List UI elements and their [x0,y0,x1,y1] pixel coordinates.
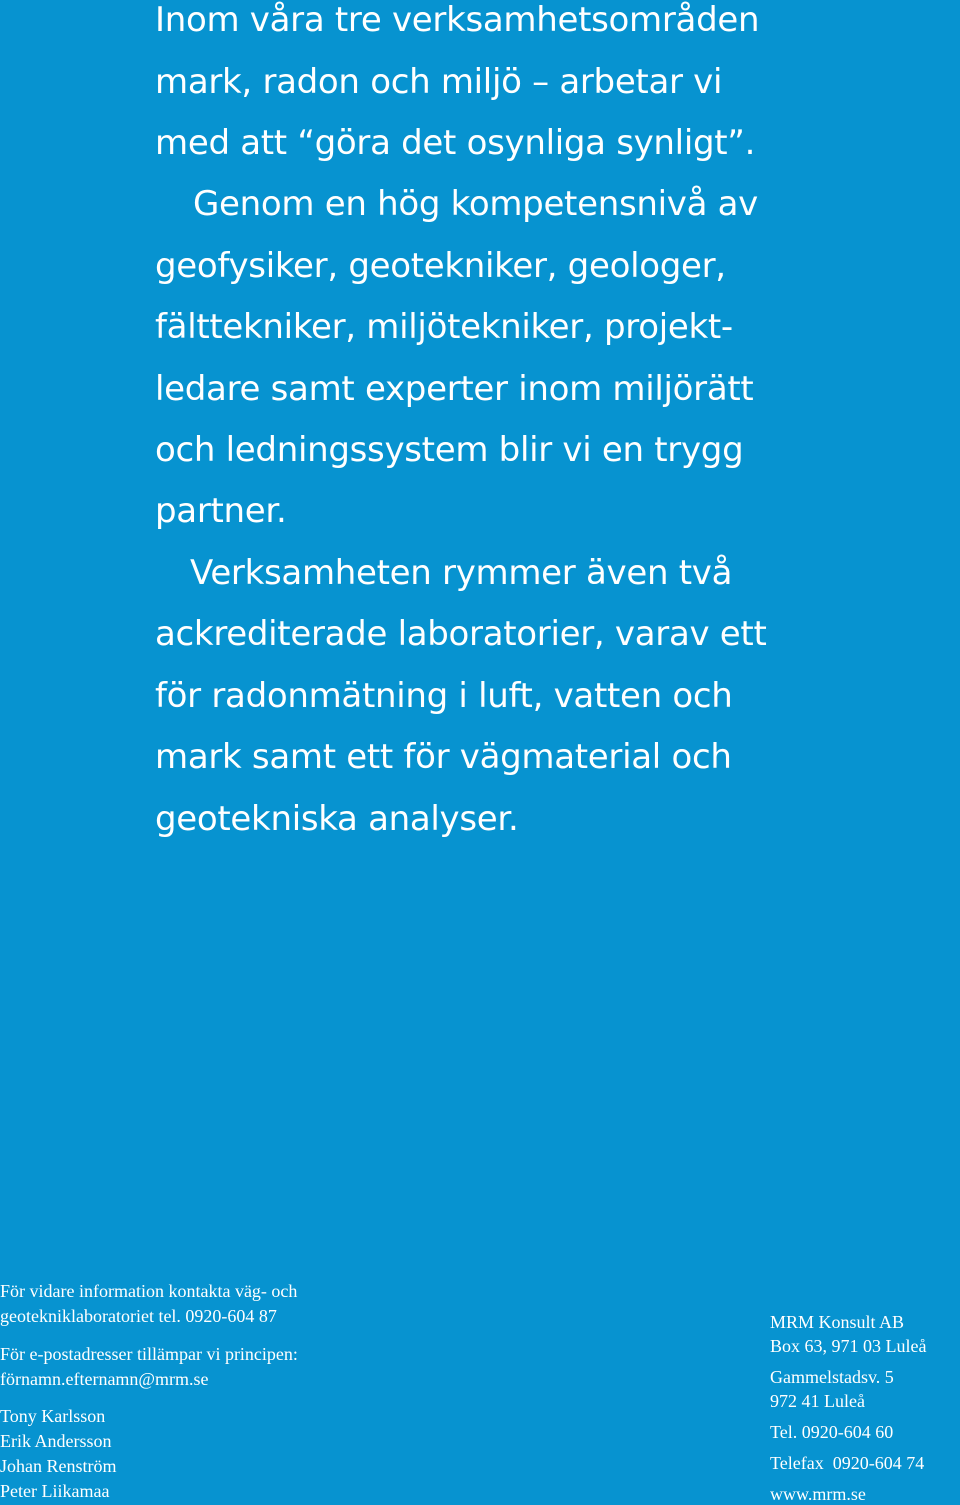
info-line: För vidare information kontakta väg- och [0,1281,298,1301]
body-line: geotekniska analyser. [155,799,519,839]
body-line: mark, radon och miljö – arbetar vi [155,62,723,102]
email-principle-line: För e-postadresser tillämpar vi principen: [0,1344,298,1364]
info-phone-line: geotekniklaboratoriet tel. 0920-604 87 [0,1306,277,1326]
company-street: Gammelstadsv. 5 [770,1367,894,1387]
company-tel: Tel. 0920-604 60 [770,1422,894,1442]
contact-person: Peter Liikamaa [0,1481,110,1501]
body-line: ackrediterade laboratorier, varav ett [155,614,767,654]
contact-person: Erik Andersson [0,1431,112,1451]
body-line: Genom en hög kompetensnivå av [193,184,758,224]
body-line: partner. [155,491,287,531]
body-line: Verksamheten rymmer även två [190,553,733,593]
body-line: geofysiker, geotekniker, geologer, [155,246,726,286]
body-line: Inom våra tre verksamhetsområden [155,0,760,40]
company-name: MRM Konsult AB [770,1312,905,1332]
company-box: Box 63, 971 03 Luleå [770,1336,927,1356]
company-fax: Telefax 0920-604 74 [770,1453,925,1473]
body-line: fälttekniker, miljötekniker, projekt- [155,307,733,347]
email-format: förnamn.efternamn@mrm.se [0,1369,209,1389]
company-postal: 972 41 Luleå [770,1391,865,1411]
company-website-link[interactable]: www.mrm.se [770,1484,866,1504]
body-line: mark samt ett för vägmaterial och [155,737,732,777]
body-line: för radonmätning i luft, vatten och [155,676,733,716]
contact-person: Tony Karlsson [0,1406,106,1426]
contact-person: Johan Renström [0,1456,117,1476]
body-line: med att “göra det osynliga synligt”. [155,123,756,163]
body-line: ledare samt experter inom miljörätt [155,369,754,409]
body-line: och ledningssystem blir vi en trygg [155,430,744,470]
